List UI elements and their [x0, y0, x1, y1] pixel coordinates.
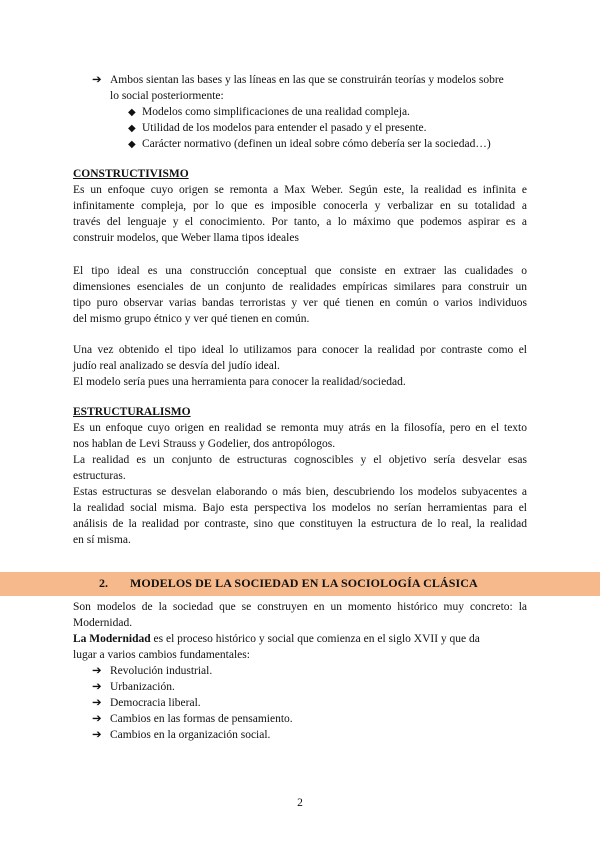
- list-item: ➔ Urbanización.: [92, 681, 175, 693]
- section-heading-band: [0, 572, 600, 596]
- sub-item: ◆ Modelos como simplificaciones de una realidad compleja.: [128, 106, 410, 118]
- diamond-icon: ◆: [128, 139, 136, 150]
- paragraph-line: análisis de la realidad por contraste, sino que constituyen la estructura de lo real, la realidad: [73, 518, 527, 530]
- sub-item: ◆ Carácter normativo (definen un ideal sobre cómo debería ser la sociedad…): [128, 138, 491, 150]
- list-item: ➔ Democracia liberal.: [92, 697, 201, 709]
- paragraph-line: infinitamente compleja, por lo que es imposible conocerla y verbalizar en su totalidad a: [73, 200, 527, 212]
- paragraph-line: estructuras.: [73, 470, 126, 482]
- diamond-icon: ◆: [128, 123, 136, 134]
- paragraph-line: La Modernidad es el proceso histórico y social que comienza en el siglo XVII y que da: [73, 633, 480, 645]
- intro-bullet-cont: lo social posteriormente:: [110, 90, 224, 102]
- modernidad-term: La Modernidad: [73, 633, 151, 645]
- paragraph-line: judío real analizado se desvía del judío ideal.: [73, 360, 280, 372]
- constructivismo-heading: CONSTRUCTIVISMO: [73, 168, 189, 180]
- estructuralismo-heading: ESTRUCTURALISMO: [73, 406, 191, 418]
- section-title: MODELOS DE LA SOCIEDAD EN LA SOCIOLOGÍA CLÁSICA: [130, 576, 478, 590]
- paragraph-line: construir modelos, que Weber llama tipos ideales: [73, 232, 299, 244]
- paragraph-line: El modelo sería pues una herramienta para conocer la realidad/sociedad.: [73, 376, 406, 388]
- intro-bullet: [92, 73, 504, 88]
- paragraph-line: la realidad social misma. Bajo esta perspectiva los modelos no serían herramientas para el: [73, 502, 527, 514]
- arrow-icon: ➔: [92, 697, 102, 709]
- paragraph-line: nos hablan de Levi Strauss y Godelier, dos antropólogos.: [73, 438, 336, 450]
- paragraph-line: tipo puro observar varias bandas terroristas y ver qué tienen en común o varios individuos: [73, 297, 527, 309]
- diamond-icon: ◆: [128, 107, 136, 118]
- list-item: ➔ Cambios en las formas de pensamiento.: [92, 713, 293, 725]
- paragraph-line: del mismo grupo étnico y ver qué tienen en común.: [73, 313, 310, 325]
- arrow-icon: ➔: [92, 729, 102, 741]
- list-item: ➔ Revolución industrial.: [92, 665, 213, 677]
- arrow-icon: ➔: [92, 713, 102, 725]
- sub-item: ◆ Utilidad de los modelos para entender el pasado y el presente.: [128, 122, 427, 134]
- page-number: 2: [297, 797, 303, 809]
- paragraph-line: Es un enfoque cuyo origen en realidad se remonta muy atrás en la filosofía, pero en el texto: [73, 422, 527, 434]
- section-number: 2.: [99, 576, 108, 590]
- arrow-icon: ➔: [92, 665, 102, 677]
- list-item: ➔ Cambios en la organización social.: [92, 729, 271, 741]
- paragraph-line: La realidad es un conjunto de estructuras cognoscibles y el objetivo sería desvelar esas: [73, 454, 527, 466]
- paragraph-line: Son modelos de la sociedad que se construyen en un momento histórico muy concreto: la: [73, 601, 527, 613]
- paragraph-line: través del lenguaje y el conocimiento. Por tanto, a lo máximo que podemos aspirar es a: [73, 216, 527, 228]
- paragraph-line: Una vez obtenido el tipo ideal lo utilizamos para conocer la realidad por contraste como el: [73, 344, 527, 356]
- paragraph-line: El tipo ideal es una construcción conceptual que consiste en extraer las cualidades o: [73, 265, 527, 277]
- arrow-icon: ➔: [92, 681, 102, 693]
- arrow-icon: ➔: [92, 74, 102, 86]
- paragraph-line: en sí misma.: [73, 534, 131, 546]
- paragraph-line: Modernidad.: [73, 617, 133, 629]
- paragraph-line: Estas estructuras se desvelan elaborando o más bien, descubriendo los modelos subyacentes a: [73, 486, 527, 498]
- paragraph-line: dimensiones esenciales de un conjunto de realidades empíricas similares para construir un: [73, 281, 527, 293]
- intro-bullet-text: Ambos sientan las bases y las líneas en las que se construirán teorías y modelos sobre: [110, 74, 504, 86]
- paragraph-line: lugar a varios cambios fundamentales:: [73, 649, 250, 661]
- paragraph-line: Es un enfoque cuyo origen se remonta a Max Weber. Según este, la realidad es infinita e: [73, 184, 527, 196]
